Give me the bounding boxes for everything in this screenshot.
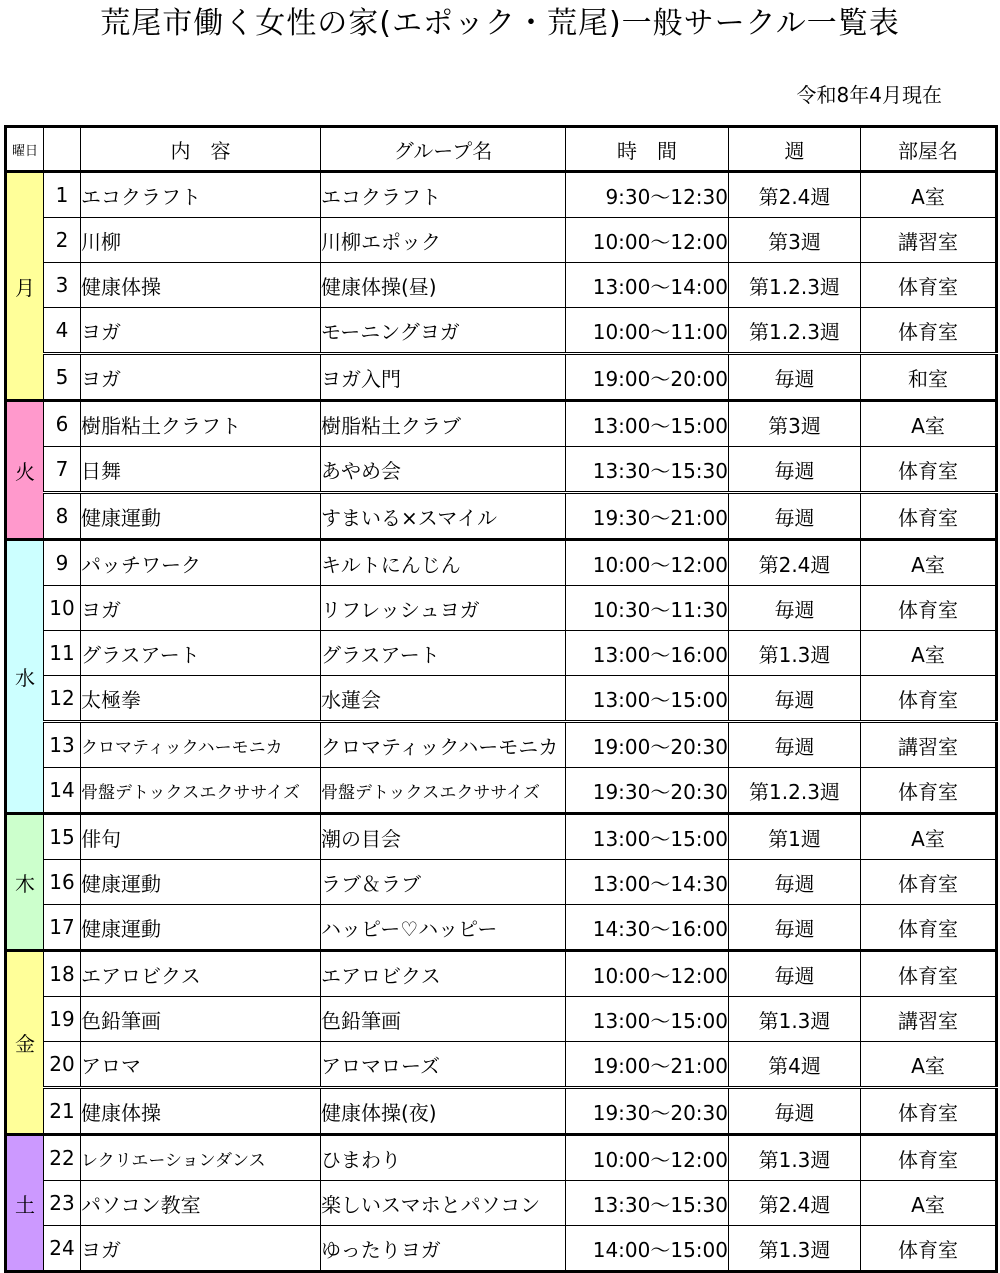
time-cell: 19:30～21:00 [566,493,729,540]
content-cell: 太極拳 [81,676,321,722]
table-row [6,1088,997,1135]
table-row [6,1226,997,1272]
row-number: 5 [44,354,81,401]
time-cell: 10:00～12:00 [566,951,729,997]
header-week: 週 [729,127,861,172]
row-number: 3 [44,263,81,308]
group-name-cell: 骨盤デトックスエクササイズ [321,768,566,814]
content-cell: グラスアート [81,631,321,676]
row-number: 23 [44,1181,81,1226]
room-cell: A室 [861,401,997,447]
row-number: 2 [44,218,81,263]
week-cell: 第2.4週 [729,1181,861,1226]
content-cell: 俳句 [81,814,321,860]
content-cell: 色鉛筆画 [81,997,321,1042]
row-number: 22 [44,1135,81,1181]
table-row [6,951,997,997]
time-cell: 13:00～15:00 [566,676,729,722]
content-cell: エアロビクス [81,951,321,997]
group-name-cell: ヨガ入門 [321,354,566,401]
time-cell: 13:00～16:00 [566,631,729,676]
group-name-cell: 色鉛筆画 [321,997,566,1042]
room-cell: A室 [861,1181,997,1226]
time-cell: 19:00～20:00 [566,354,729,401]
time-cell: 13:30～15:30 [566,447,729,493]
content-cell: 骨盤デトックスエクササイズ [81,768,321,814]
content-cell: ヨガ [81,1226,321,1272]
group-name-cell: 潮の目会 [321,814,566,860]
content-cell: 健康運動 [81,493,321,540]
table-row [6,768,997,814]
time-cell: 9:30～12:30 [566,172,729,218]
header-no [44,127,81,172]
content-cell: 日舞 [81,447,321,493]
group-name-cell: 健康体操(昼) [321,263,566,308]
group-name-cell: エコクラフト [321,172,566,218]
time-cell: 19:30～20:30 [566,1088,729,1135]
week-cell: 第3週 [729,401,861,447]
group-name-cell: あやめ会 [321,447,566,493]
time-cell: 19:30～20:30 [566,768,729,814]
time-cell: 13:00～15:00 [566,997,729,1042]
week-cell: 毎週 [729,860,861,905]
group-name-cell: エアロビクス [321,951,566,997]
group-name-cell: 楽しいスマホとパソコン [321,1181,566,1226]
content-cell: ヨガ [81,586,321,631]
table-row [6,263,997,308]
group-name-cell: リフレッシュヨガ [321,586,566,631]
table-row [6,722,997,768]
week-cell: 第4週 [729,1042,861,1088]
room-cell: 体育室 [861,1226,997,1272]
week-cell: 第1.3週 [729,631,861,676]
room-cell: 体育室 [861,308,997,354]
table-row [6,354,997,401]
header-group: グループ名 [321,127,566,172]
week-cell: 第1週 [729,814,861,860]
table-row [6,218,997,263]
week-cell: 第1.3週 [729,997,861,1042]
group-name-cell: アロマローズ [321,1042,566,1088]
circle-list-table [4,125,998,1273]
content-cell: 健康運動 [81,905,321,951]
time-cell: 13:00～14:00 [566,263,729,308]
room-cell: A室 [861,1042,997,1088]
time-cell: 13:00～15:00 [566,401,729,447]
room-cell: 和室 [861,354,997,401]
content-cell: ヨガ [81,354,321,401]
time-cell: 19:00～21:00 [566,1042,729,1088]
group-name-cell: 健康体操(夜) [321,1088,566,1135]
row-number: 6 [44,401,81,447]
row-number: 7 [44,447,81,493]
day-cell: 月 [6,172,44,401]
room-cell: 体育室 [861,447,997,493]
week-cell: 第1.2.3週 [729,263,861,308]
table-row [6,401,997,447]
page-title: 荒尾市働く女性の家(エポック・荒尾)一般サークル一覧表 [100,6,900,41]
table-row [6,631,997,676]
room-cell: 講習室 [861,218,997,263]
table-row [6,540,997,586]
row-number: 14 [44,768,81,814]
group-name-cell: 樹脂粘土クラブ [321,401,566,447]
row-number: 13 [44,722,81,768]
table-row [6,493,997,540]
row-number: 20 [44,1042,81,1088]
content-cell: レクリエーションダンス [81,1135,321,1181]
group-name-cell: ハッピー♡ハッピー [321,905,566,951]
table-row [6,172,997,218]
table-row [6,905,997,951]
group-name-cell: ゆったりヨガ [321,1226,566,1272]
week-cell: 毎週 [729,722,861,768]
room-cell: 体育室 [861,905,997,951]
group-name-cell: ラブ＆ラブ [321,860,566,905]
room-cell: 講習室 [861,997,997,1042]
table-row [6,308,997,354]
content-cell: クロマティックハーモニカ [81,722,321,768]
day-cell: 水 [6,540,44,814]
header-day: 曜日 [6,127,44,172]
row-number: 4 [44,308,81,354]
table-row [6,814,997,860]
room-cell: 体育室 [861,860,997,905]
content-cell: 川柳 [81,218,321,263]
time-cell: 10:00～12:00 [566,540,729,586]
group-name-cell: グラスアート [321,631,566,676]
day-cell: 金 [6,951,44,1135]
group-name-cell: モーニングヨガ [321,308,566,354]
time-cell: 13:00～14:30 [566,860,729,905]
table-row [6,1135,997,1181]
week-cell: 第2.4週 [729,540,861,586]
group-name-cell: キルトにんじん [321,540,566,586]
week-cell: 第1.2.3週 [729,308,861,354]
group-name-cell: クロマティックハーモニカ [321,722,566,768]
group-name-cell: ひまわり [321,1135,566,1181]
time-cell: 10:30～11:30 [566,586,729,631]
row-number: 10 [44,586,81,631]
time-cell: 10:00～12:00 [566,218,729,263]
room-cell: A室 [861,631,997,676]
room-cell: 体育室 [861,768,997,814]
week-cell: 毎週 [729,1088,861,1135]
room-cell: 体育室 [861,586,997,631]
time-cell: 14:00～15:00 [566,1226,729,1272]
time-cell: 10:00～12:00 [566,1135,729,1181]
row-number: 24 [44,1226,81,1272]
content-cell: 健康体操 [81,263,321,308]
week-cell: 第3週 [729,218,861,263]
header-room: 部屋名 [861,127,997,172]
day-cell: 火 [6,401,44,540]
row-number: 17 [44,905,81,951]
table-row [6,676,997,722]
row-number: 1 [44,172,81,218]
room-cell: 体育室 [861,676,997,722]
group-name-cell: 川柳エポック [321,218,566,263]
week-cell: 第2.4週 [729,172,861,218]
table-row [6,1181,997,1226]
date-note: 令和8年4月現在 [796,83,942,107]
time-cell: 13:30～15:30 [566,1181,729,1226]
table-row [6,860,997,905]
day-cell: 木 [6,814,44,951]
table-row [6,997,997,1042]
row-number: 9 [44,540,81,586]
room-cell: 体育室 [861,263,997,308]
time-cell: 19:00～20:30 [566,722,729,768]
row-number: 11 [44,631,81,676]
week-cell: 第1.3週 [729,1135,861,1181]
row-number: 8 [44,493,81,540]
content-cell: パッチワーク [81,540,321,586]
content-cell: エコクラフト [81,172,321,218]
content-cell: パソコン教室 [81,1181,321,1226]
row-number: 15 [44,814,81,860]
week-cell: 毎週 [729,586,861,631]
content-cell: 健康運動 [81,860,321,905]
row-number: 16 [44,860,81,905]
room-cell: 講習室 [861,722,997,768]
week-cell: 第1.3週 [729,1226,861,1272]
room-cell: 体育室 [861,1088,997,1135]
content-cell: ヨガ [81,308,321,354]
room-cell: 体育室 [861,1135,997,1181]
time-cell: 10:00～11:00 [566,308,729,354]
row-number: 19 [44,997,81,1042]
header-row [6,127,997,172]
group-name-cell: すまいる×スマイル [321,493,566,540]
content-cell: 健康体操 [81,1088,321,1135]
room-cell: A室 [861,172,997,218]
room-cell: 体育室 [861,951,997,997]
room-cell: A室 [861,540,997,586]
time-cell: 13:00～15:00 [566,814,729,860]
table-row [6,447,997,493]
header-time: 時 間 [566,127,729,172]
week-cell: 第1.2.3週 [729,768,861,814]
table-row [6,586,997,631]
week-cell: 毎週 [729,676,861,722]
week-cell: 毎週 [729,951,861,997]
room-cell: 体育室 [861,493,997,540]
table-row [6,1042,997,1088]
table-body [6,172,997,1272]
week-cell: 毎週 [729,905,861,951]
content-cell: 樹脂粘土クラフト [81,401,321,447]
header-content: 内 容 [81,127,321,172]
week-cell: 毎週 [729,354,861,401]
content-cell: アロマ [81,1042,321,1088]
day-cell: 土 [6,1135,44,1272]
week-cell: 毎週 [729,447,861,493]
time-cell: 14:30～16:00 [566,905,729,951]
row-number: 18 [44,951,81,997]
week-cell: 毎週 [729,493,861,540]
row-number: 21 [44,1088,81,1135]
group-name-cell: 水蓮会 [321,676,566,722]
row-number: 12 [44,676,81,722]
room-cell: A室 [861,814,997,860]
